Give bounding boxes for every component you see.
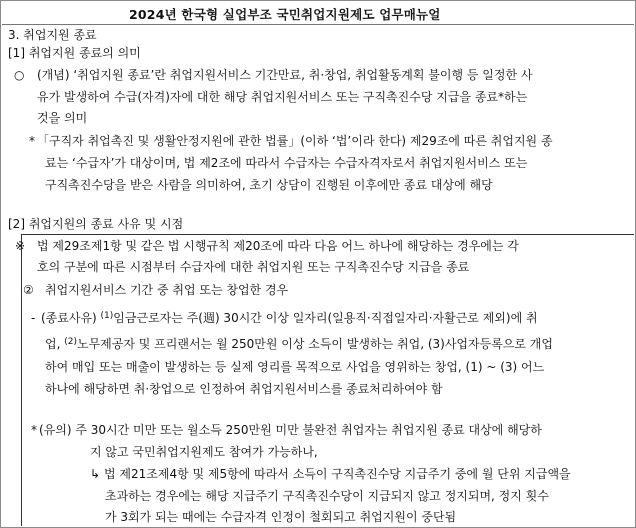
caution-line-5: 가 3회가 되는 때에는 수급자격 인정이 철회되고 취업지원이 중단됨 [105,510,457,524]
note-line-1: 「구직자 취업촉진 및 생활안정지원에 관한 법률」(이하 ‘법’이라 한다) 제29조에 따른 취업지원 종 [37,134,553,148]
reason-line-2 [45,337,553,353]
reason-tag: (종료사유) [41,311,101,325]
section-heading: 3. 취업지원 종료 [8,28,97,42]
reason-text-2a: 업, [45,337,65,351]
caution-line-1: (유의) 주 30시간 미만 또는 월소득 250만원 미만 불완전 취업자는 취업지원 종료 대상에 해당하 [39,423,542,437]
part2-heading: [2] 취업지원의 종료 사유 및 시점 [8,217,184,231]
reason-line-1 [41,311,538,327]
caution-asterisk: * [31,423,37,437]
reason-line-3: 하여 매입 또는 매출이 발생하는 등 실제 영리를 목적으로 사업을 영위하는 창업, (1) ~ (3) 어느 [45,360,545,374]
caution-text-3: 법 제21조제4항 및 제5항에 따라서 소득이 구직촉진수당 지급주기 중에 월 단위 지급액을 [104,467,571,481]
reference-line-2: 호의 구분에 따른 시점부터 수급자에 대한 취업지원 또는 구직촉진수당 지급을 종료 [37,260,470,274]
reason-text-2b: 노무제공자 및 프리랜서는 월 250만원 이상 소득이 발생하는 취업, (3)사업자등록으로 개업 [76,337,553,351]
part1-heading: [1] 취업지원 종료의 의미 [8,46,141,60]
circle-bullet: ○ [14,68,25,82]
concept-line-3: 것을 의미 [37,111,88,125]
return-arrow-icon: ↳ [90,467,101,481]
part2-frame [21,234,634,526]
caution-line-3 [90,467,571,481]
item-label: 취업지원서비스 기간 중 취업 또는 창업한 경우 [45,283,289,297]
caution-line-4: 초과하는 경우에는 해당 지급주기 구직촉진수당이 지급되지 않고 정지되며, 정지 횟수 [105,489,549,503]
reference-line-1: 법 제29조제1항 및 같은 법 시행규칙 제20조에 따라 다음 어느 하나에 해당하는 경우에는 각 [37,239,519,253]
document-title: 2024년 한국형 실업부조 국민취업지원제도 업무매뉴얼 [129,7,441,22]
concept-line-1: (개념) ‘취업지원 종료’란 취업지원서비스 기간만료, 취·창업, 취업활동계획 불이행 등 일정한 사 [37,68,533,82]
reason-dash: - [31,311,36,325]
note-asterisk: * [29,134,35,148]
title-divider [2,24,634,25]
item-number: ② [23,283,34,297]
note-line-3: 구직촉진수당을 받은 사람을 의미하여, 초기 상담이 진행된 이후에만 종료 대상에 해당 [45,178,493,192]
footnote-1-marker: (1) [100,311,114,321]
concept-line-2: 유가 발생하여 수급(자격)자에 대한 해당 취업지원서비스 또는 구직촉진수당 지급을 종료*하는 [37,90,528,104]
caution-line-2: 지 않고 국민취업지원제도 참여가 가능하나, [90,445,318,459]
note-line-2: 료는 ‘수급자’가 대상이며, 법 제2조에 따라서 수급자는 수급자격자로서 취업지원서비스 또는 [45,156,528,170]
reason-text-1: 임금근로자는 주(週) 30시간 이상 일자리(일용직·직접일자리·자활근로 제외)에 취 [113,311,538,325]
reason-line-4: 하나에 해당하면 취·창업으로 인정하여 취업지원서비스를 종료처리하여야 함 [45,382,443,396]
reference-mark: ※ [15,239,26,253]
footnote-2-marker: (2) [64,337,77,347]
